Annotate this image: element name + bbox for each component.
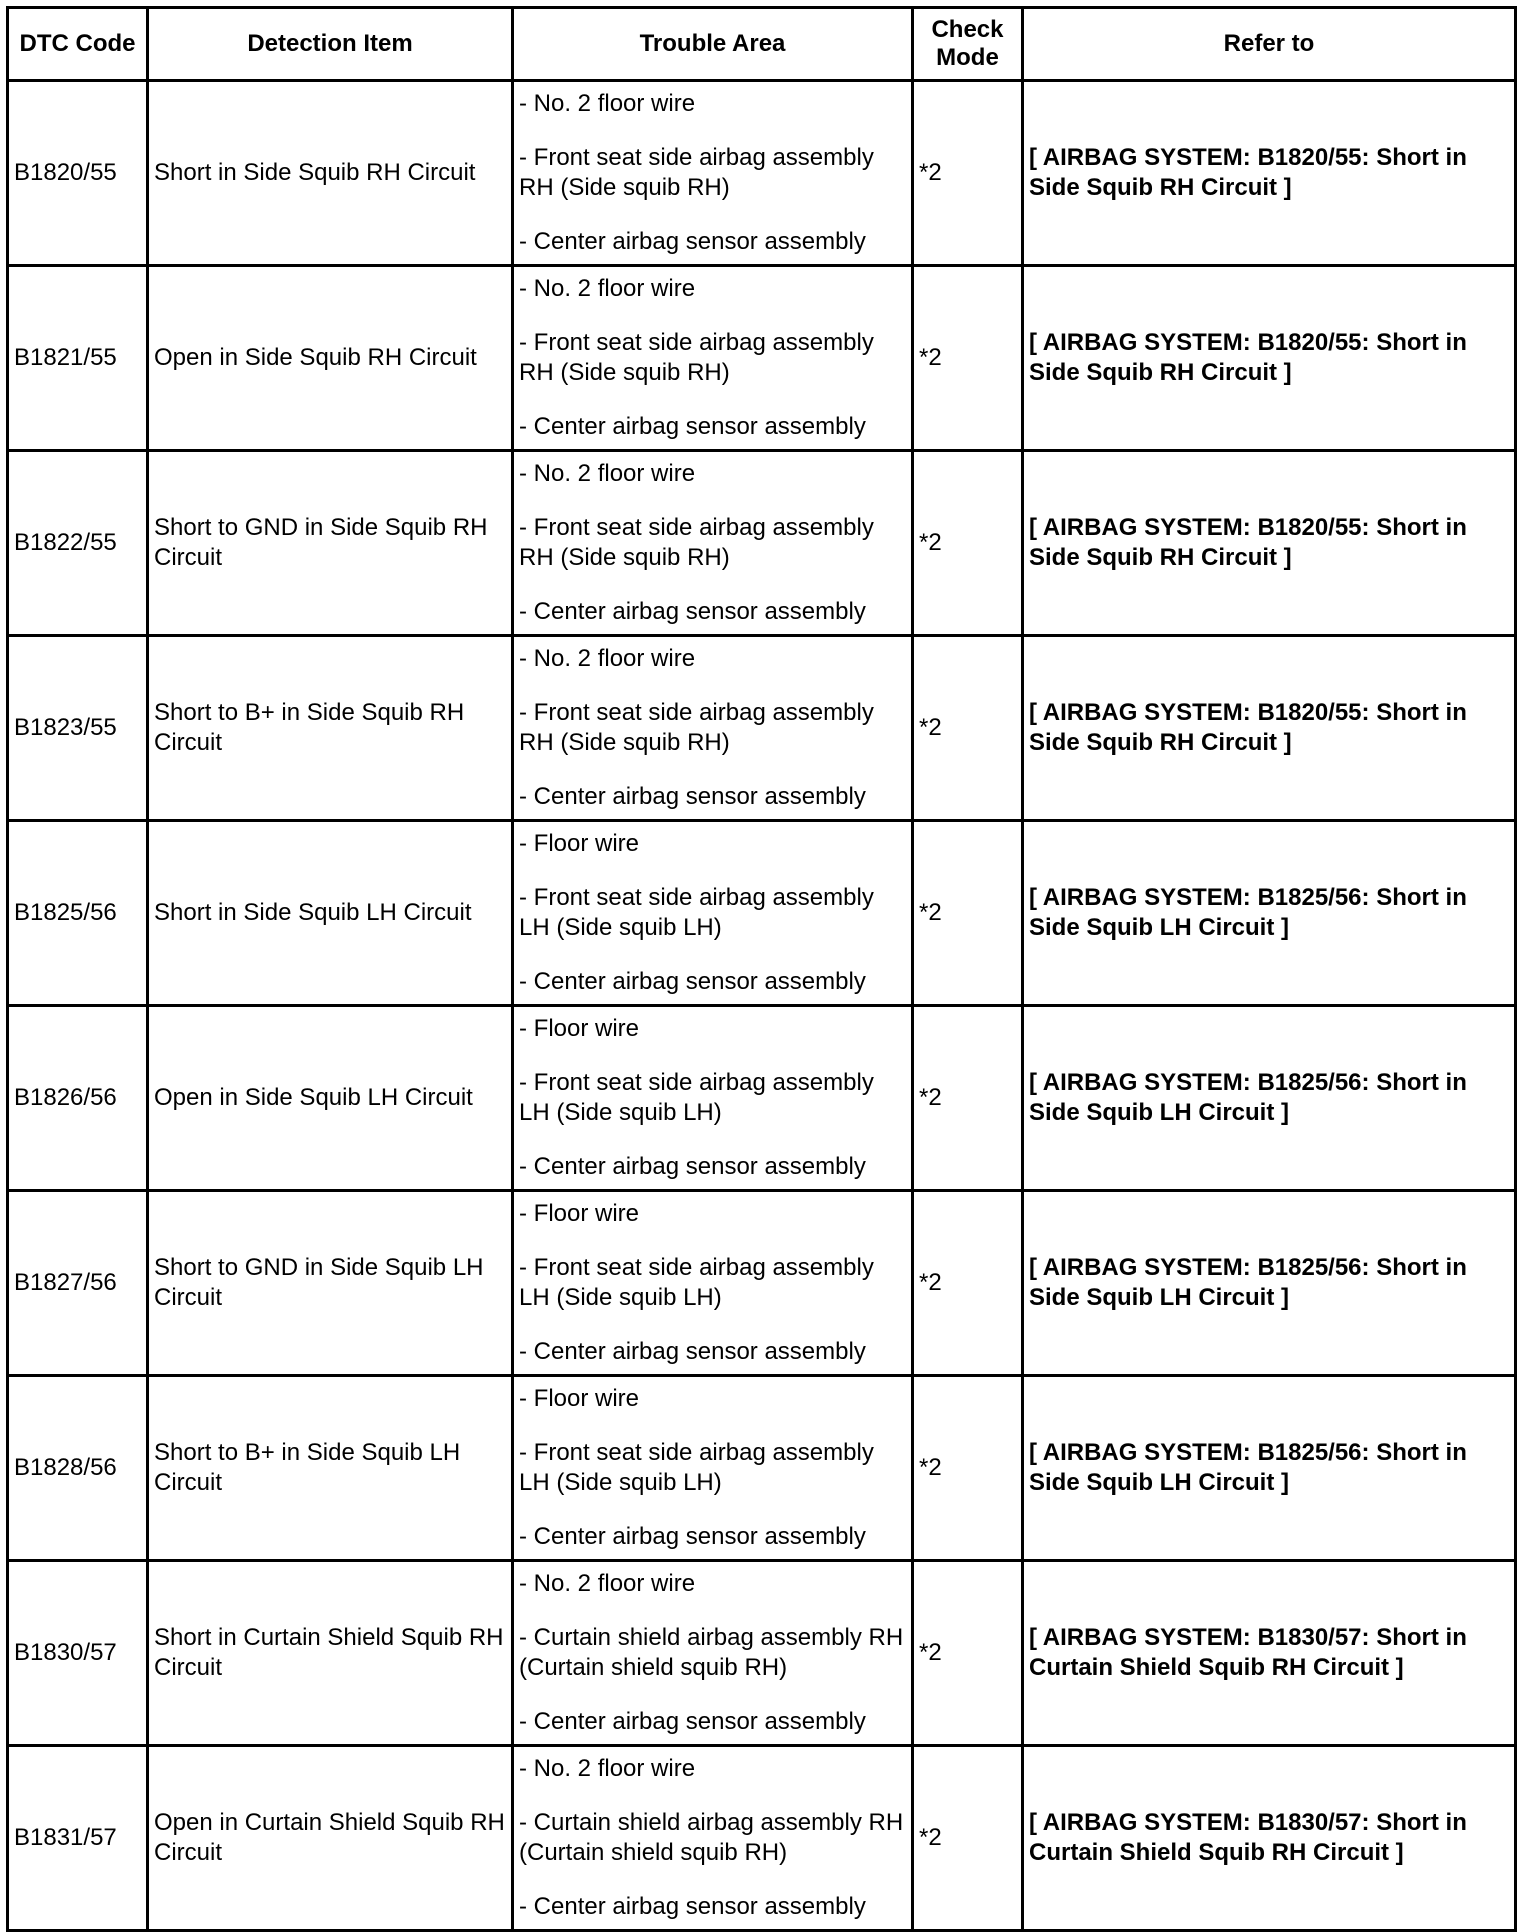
trouble-area-line: - Center airbag sensor assembly	[519, 968, 866, 995]
trouble-area-line: - Center airbag sensor assembly	[519, 1708, 866, 1735]
dtc-table-container	[6, 6, 1514, 1932]
trouble-area-cell	[513, 1561, 913, 1746]
detection-item-cell: Short to GND in Side Squib RH Circuit	[148, 451, 513, 636]
dtc-code-cell: B1822/55	[8, 451, 148, 636]
refer-to-cell[interactable]: [ AIRBAG SYSTEM: B1825/56: Short in Side Squib LH Circuit ]	[1023, 821, 1516, 1006]
dtc-code-cell: B1831/57	[8, 1746, 148, 1931]
trouble-area-line: - Front seat side airbag assembly LH (Side squib LH)	[519, 1254, 874, 1311]
check-mode-cell: *2	[913, 266, 1023, 451]
table-row	[8, 1006, 1516, 1191]
trouble-area-line: - Center airbag sensor assembly	[519, 413, 866, 440]
table-row	[8, 1376, 1516, 1561]
dtc-code-cell: B1827/56	[8, 1191, 148, 1376]
check-mode-cell: *2	[913, 451, 1023, 636]
dtc-code-cell: B1830/57	[8, 1561, 148, 1746]
refer-to-cell[interactable]: [ AIRBAG SYSTEM: B1830/57: Short in Curtain Shield Squib RH Circuit ]	[1023, 1746, 1516, 1931]
table-row	[8, 266, 1516, 451]
check-mode-cell: *2	[913, 636, 1023, 821]
dtc-code-cell: B1821/55	[8, 266, 148, 451]
table-row	[8, 1561, 1516, 1746]
header-check-mode: Check Mode	[913, 8, 1023, 81]
table-row	[8, 1191, 1516, 1376]
table-body	[8, 81, 1516, 1931]
table-row	[8, 451, 1516, 636]
detection-item-cell: Open in Side Squib RH Circuit	[148, 266, 513, 451]
trouble-area-cell	[513, 1376, 913, 1561]
trouble-area-line: - No. 2 floor wire	[519, 1570, 696, 1597]
trouble-area-cell	[513, 81, 913, 266]
trouble-area-cell	[513, 1191, 913, 1376]
header-dtc-code: DTC Code	[8, 8, 148, 81]
trouble-area-line: - No. 2 floor wire	[519, 645, 696, 672]
detection-item-cell: Short in Side Squib LH Circuit	[148, 821, 513, 1006]
trouble-area-line: - Curtain shield airbag assembly RH (Curtain shield squib RH)	[519, 1809, 904, 1866]
trouble-area-line: - No. 2 floor wire	[519, 275, 696, 302]
detection-item-cell: Short in Side Squib RH Circuit	[148, 81, 513, 266]
table-row	[8, 1746, 1516, 1931]
trouble-area-line: - Center airbag sensor assembly	[519, 1153, 866, 1180]
check-mode-cell: *2	[913, 1191, 1023, 1376]
trouble-area-line: - Floor wire	[519, 1015, 640, 1042]
detection-item-cell: Open in Side Squib LH Circuit	[148, 1006, 513, 1191]
trouble-area-line: - Center airbag sensor assembly	[519, 228, 866, 255]
refer-to-cell[interactable]: [ AIRBAG SYSTEM: B1820/55: Short in Side Squib RH Circuit ]	[1023, 451, 1516, 636]
trouble-area-line: - Front seat side airbag assembly RH (Side squib RH)	[519, 514, 874, 571]
header-refer-to: Refer to	[1023, 8, 1516, 81]
trouble-area-line: - Center airbag sensor assembly	[519, 1523, 866, 1550]
trouble-area-line: - Center airbag sensor assembly	[519, 783, 866, 810]
dtc-code-cell: B1823/55	[8, 636, 148, 821]
refer-to-cell[interactable]: [ AIRBAG SYSTEM: B1820/55: Short in Side Squib RH Circuit ]	[1023, 266, 1516, 451]
check-mode-cell: *2	[913, 1561, 1023, 1746]
trouble-area-line: - Center airbag sensor assembly	[519, 598, 866, 625]
detection-item-cell: Open in Curtain Shield Squib RH Circuit	[148, 1746, 513, 1931]
dtc-code-cell: B1820/55	[8, 81, 148, 266]
trouble-area-line: - Front seat side airbag assembly LH (Side squib LH)	[519, 884, 874, 941]
trouble-area-line: - Center airbag sensor assembly	[519, 1893, 866, 1920]
refer-to-cell[interactable]: [ AIRBAG SYSTEM: B1830/57: Short in Curtain Shield Squib RH Circuit ]	[1023, 1561, 1516, 1746]
trouble-area-line: - Curtain shield airbag assembly RH (Curtain shield squib RH)	[519, 1624, 904, 1681]
check-mode-cell: *2	[913, 81, 1023, 266]
trouble-area-cell	[513, 451, 913, 636]
check-mode-cell: *2	[913, 1376, 1023, 1561]
refer-to-cell[interactable]: [ AIRBAG SYSTEM: B1820/55: Short in Side Squib RH Circuit ]	[1023, 81, 1516, 266]
trouble-area-cell	[513, 636, 913, 821]
trouble-area-line: - Front seat side airbag assembly LH (Side squib LH)	[519, 1439, 874, 1496]
check-mode-cell: *2	[913, 821, 1023, 1006]
dtc-code-cell: B1825/56	[8, 821, 148, 1006]
trouble-area-line: - Front seat side airbag assembly LH (Side squib LH)	[519, 1069, 874, 1126]
trouble-area-line: - Front seat side airbag assembly RH (Side squib RH)	[519, 329, 874, 386]
check-mode-cell: *2	[913, 1006, 1023, 1191]
trouble-area-cell	[513, 266, 913, 451]
dtc-table	[6, 6, 1517, 1932]
table-row	[8, 821, 1516, 1006]
trouble-area-line: - Floor wire	[519, 830, 640, 857]
detection-item-cell: Short to B+ in Side Squib LH Circuit	[148, 1376, 513, 1561]
table-row	[8, 636, 1516, 821]
trouble-area-line: - Floor wire	[519, 1385, 640, 1412]
trouble-area-line: - No. 2 floor wire	[519, 90, 696, 117]
detection-item-cell: Short to B+ in Side Squib RH Circuit	[148, 636, 513, 821]
trouble-area-cell	[513, 821, 913, 1006]
trouble-area-line: - Floor wire	[519, 1200, 640, 1227]
header-detection-item: Detection Item	[148, 8, 513, 81]
trouble-area-line: - No. 2 floor wire	[519, 460, 696, 487]
dtc-code-cell: B1828/56	[8, 1376, 148, 1561]
header-row	[8, 8, 1516, 81]
trouble-area-cell	[513, 1746, 913, 1931]
trouble-area-line: - Center airbag sensor assembly	[519, 1338, 866, 1365]
header-trouble-area: Trouble Area	[513, 8, 913, 81]
detection-item-cell: Short in Curtain Shield Squib RH Circuit	[148, 1561, 513, 1746]
detection-item-cell: Short to GND in Side Squib LH Circuit	[148, 1191, 513, 1376]
dtc-code-cell: B1826/56	[8, 1006, 148, 1191]
refer-to-cell[interactable]: [ AIRBAG SYSTEM: B1825/56: Short in Side Squib LH Circuit ]	[1023, 1006, 1516, 1191]
trouble-area-line: - Front seat side airbag assembly RH (Side squib RH)	[519, 699, 874, 756]
trouble-area-line: - Front seat side airbag assembly RH (Side squib RH)	[519, 144, 874, 201]
trouble-area-cell	[513, 1006, 913, 1191]
trouble-area-line: - No. 2 floor wire	[519, 1755, 696, 1782]
refer-to-cell[interactable]: [ AIRBAG SYSTEM: B1825/56: Short in Side Squib LH Circuit ]	[1023, 1376, 1516, 1561]
refer-to-cell[interactable]: [ AIRBAG SYSTEM: B1820/55: Short in Side Squib RH Circuit ]	[1023, 636, 1516, 821]
refer-to-cell[interactable]: [ AIRBAG SYSTEM: B1825/56: Short in Side Squib LH Circuit ]	[1023, 1191, 1516, 1376]
table-row	[8, 81, 1516, 266]
check-mode-cell: *2	[913, 1746, 1023, 1931]
